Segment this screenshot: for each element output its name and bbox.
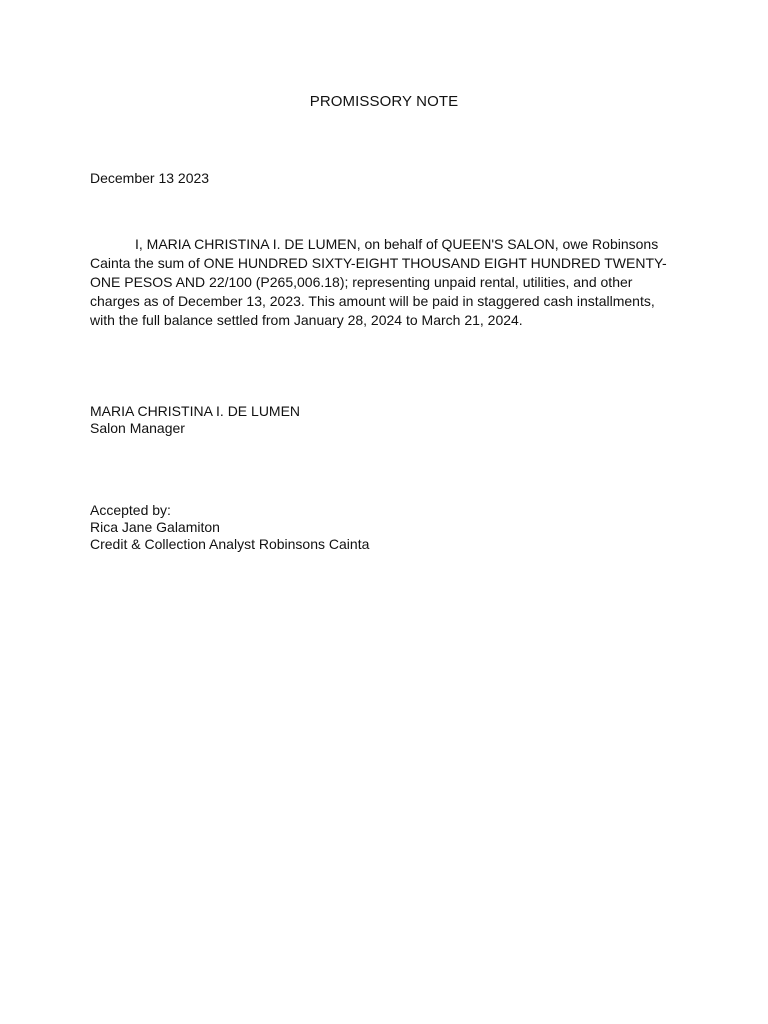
acceptance-block bbox=[90, 502, 369, 553]
signatory-position: Salon Manager bbox=[90, 420, 185, 436]
acceptance-position: Credit & Collection Analyst Robinsons Cainta bbox=[90, 536, 370, 552]
document-title: PROMISSORY NOTE bbox=[309, 93, 459, 110]
signatory-name: MARIA CHRISTINA I. DE LUMEN bbox=[90, 403, 301, 419]
acceptance-label: Accepted by: bbox=[90, 502, 171, 518]
acceptance-name: Rica Jane Galamiton bbox=[90, 519, 220, 535]
body-paragraph: I, MARIA CHRISTINA I. DE LUMEN, on behalf of QUEEN'S SALON, owe Robinsons Cainta the sum of ONE HUNDRED SIXTY-EIGHT THOUSAND EIGHT HUNDRED TWENTY-ONE PESOS AND 22/100 (P265,006.18); representing unpaid rental, utilities, and other charges as of December 13, 2023. This amount will be paid in staggered cash installments, with the full balance settled from January 28, 2024 to March 21, 2024. bbox=[90, 236, 667, 328]
document-date: December 13 2023 bbox=[90, 170, 210, 186]
signatory-block bbox=[90, 403, 300, 437]
